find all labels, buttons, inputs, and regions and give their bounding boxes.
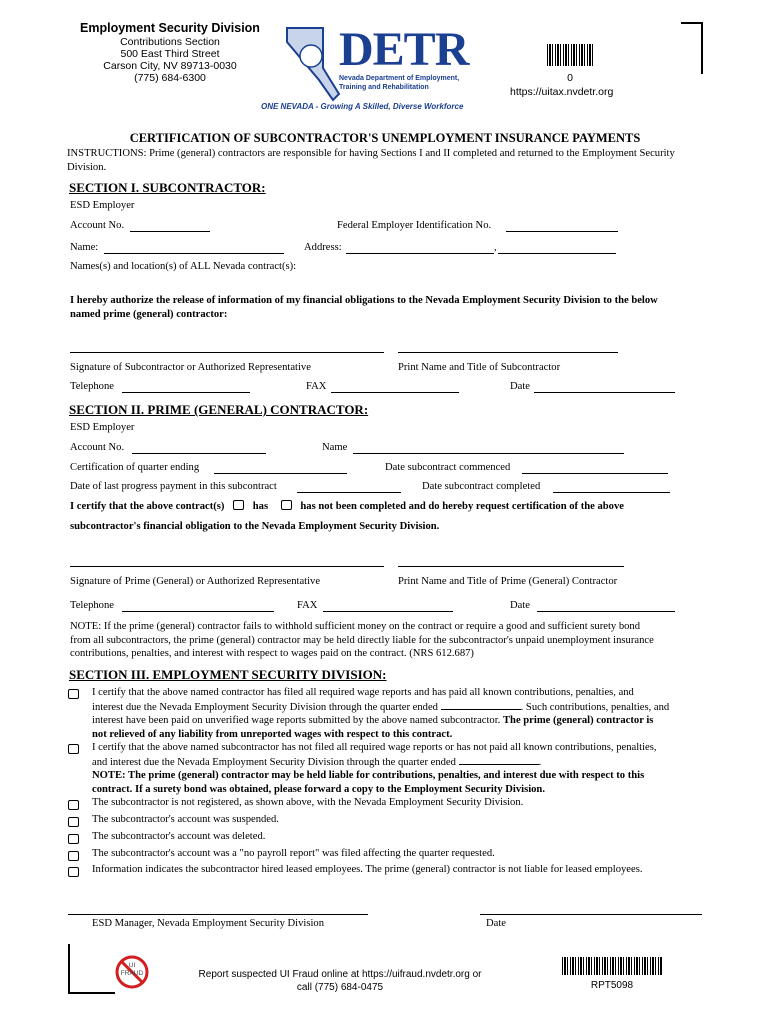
certify-text: I certify that the above contract(s) bbox=[70, 501, 225, 512]
note-line: contributions, penalties, and interest with respect to wages paid on the contract. (NRS 612.687) bbox=[70, 648, 474, 659]
note-line: NOTE: If the prime (general) contractor fails to withhold sufficient money on the contract or require a good and sufficient surety bond bbox=[70, 621, 641, 632]
detr-logo bbox=[261, 23, 473, 116]
prime-name-field[interactable] bbox=[353, 453, 624, 454]
logo-subtitle-line: Nevada Department of Employment, bbox=[339, 75, 460, 82]
address-line: Carson City, NV 89713-0030 bbox=[103, 60, 237, 72]
esd-employer-label: ESD Employer bbox=[70, 200, 135, 211]
sub-telephone-label: Telephone bbox=[70, 381, 114, 392]
option-text: . bbox=[538, 756, 542, 768]
authorization-line: I hereby authorize the release of information of my financial obligations to the Nevada Employment Security Division to the below bbox=[70, 295, 658, 306]
address-field[interactable] bbox=[346, 253, 494, 254]
note-line: from all subcontractors, the prime (general) contractor may be held directly liable for the subcontractor's unpaid unemployment insurance bbox=[70, 634, 654, 646]
option-5-checkbox[interactable] bbox=[68, 834, 79, 844]
prime-telephone-label: Telephone bbox=[70, 600, 114, 611]
commenced-field[interactable] bbox=[522, 473, 668, 474]
option-6-checkbox[interactable] bbox=[68, 851, 79, 861]
logo-text: DETR bbox=[339, 23, 469, 76]
no-fraud-icon bbox=[114, 954, 150, 990]
prime-fax-field[interactable] bbox=[323, 611, 453, 612]
option-1-checkbox[interactable] bbox=[68, 689, 79, 699]
option-text: interest have been paid on unverified wage reports submitted by the above named subcontractor. bbox=[92, 715, 501, 726]
manager-date-field[interactable] bbox=[480, 914, 702, 915]
sub-signature-field[interactable] bbox=[70, 352, 384, 353]
prime-note bbox=[70, 620, 710, 661]
sub-telephone-field[interactable] bbox=[122, 392, 250, 393]
option-line: I certify that the above named contractor has filed all required wage reports and has paid all known contributions, penalties, and bbox=[92, 687, 634, 698]
name-label: Name: bbox=[70, 242, 99, 253]
address-line: Contributions Section bbox=[120, 36, 220, 48]
option-text: . Such contributions, penalties, and bbox=[520, 701, 670, 713]
fraud-line: call (775) 684-0475 bbox=[296, 982, 384, 993]
quarter-ended-field[interactable] bbox=[441, 700, 521, 710]
last-payment-label: Date of last progress payment in this subcontract bbox=[70, 481, 277, 492]
option-1-text bbox=[92, 686, 704, 741]
option-line bbox=[92, 700, 704, 715]
has-checkbox[interactable] bbox=[233, 500, 244, 510]
sub-fax-field[interactable] bbox=[331, 392, 459, 393]
prime-print-name-label: Print Name and Title of Prime (General) Contractor bbox=[398, 576, 618, 587]
option-4-text: The subcontractor's account was suspended. bbox=[92, 814, 279, 825]
locations-label: Names(s) and location(s) of ALL Nevada contract(s): bbox=[70, 261, 297, 272]
section-1-heading: SECTION I. SUBCONTRACTOR: bbox=[69, 180, 266, 195]
option-line: contract. If a surety bond was obtained, please forward a copy to the Employment Security Division. bbox=[92, 783, 545, 795]
name-field[interactable] bbox=[104, 253, 284, 254]
option-text: interest due the Nevada Employment Security Division through the quarter ended bbox=[92, 701, 438, 713]
fraud-line: Report suspected UI Fraud online at https://uifraud.nvdetr.org or bbox=[198, 969, 482, 980]
nevada-map-icon bbox=[283, 24, 343, 102]
footer-barcode bbox=[562, 957, 662, 975]
authorization-line: named prime (general) contractor: bbox=[70, 308, 228, 320]
certify-line bbox=[70, 500, 624, 512]
certify-text: has not been completed and do hereby request certification of the above bbox=[300, 501, 624, 512]
option-2-checkbox[interactable] bbox=[68, 744, 79, 754]
completed-label: Date subcontract completed bbox=[422, 481, 541, 492]
logo-subtitle bbox=[339, 74, 459, 92]
form-title: CERTIFICATION OF SUBCONTRACTOR'S UNEMPLOYMENT INSURANCE PAYMENTS bbox=[129, 131, 641, 145]
corner-mark-top-right bbox=[681, 22, 703, 74]
quarter-ended-field-2[interactable] bbox=[459, 755, 539, 765]
quarter-ending-label: Certification of quarter ending bbox=[70, 462, 200, 473]
logo-tagline: ONE NEVADA - Growing A Skilled, Diverse Workforce bbox=[261, 102, 464, 111]
instructions bbox=[67, 147, 717, 174]
section-3-heading: SECTION III. EMPLOYMENT SECURITY DIVISION: bbox=[69, 667, 387, 682]
prime-signature-label: Signature of Prime (General) or Authorized Representative bbox=[70, 576, 321, 587]
option-5-text: The subcontractor's account was deleted. bbox=[92, 831, 266, 842]
barcode-number: 0 bbox=[567, 72, 573, 84]
prime-telephone-field[interactable] bbox=[122, 611, 274, 612]
prime-account-label: Account No. bbox=[70, 442, 125, 453]
option-7-text: Information indicates the subcontractor hired leased employees. The prime (general) contractor is not liable for leased employees. bbox=[92, 864, 643, 875]
corner-mark-bottom-left bbox=[68, 944, 115, 994]
sub-print-name-field[interactable] bbox=[398, 352, 618, 353]
prime-date-label: Date bbox=[510, 600, 530, 611]
stamp-line: FRAUD bbox=[120, 970, 144, 977]
option-line bbox=[92, 755, 704, 770]
address-line: 500 East Third Street bbox=[120, 48, 220, 60]
option-line: not relieved of any liability from unreported wages with respect to this contract. bbox=[92, 728, 453, 740]
option-line: NOTE: The prime (general) contractor may be held liable for contributions, penalties, and interest due with respect to this bbox=[92, 770, 645, 781]
sub-signature-label: Signature of Subcontractor or Authorized Representative bbox=[70, 362, 311, 373]
option-3-checkbox[interactable] bbox=[68, 800, 79, 810]
option-2-text bbox=[92, 741, 704, 796]
sub-date-label: Date bbox=[510, 381, 530, 392]
option-7-checkbox[interactable] bbox=[68, 867, 79, 877]
instructions-line: Division. bbox=[67, 161, 107, 173]
has-label: has bbox=[252, 501, 269, 512]
account-label: Account No. bbox=[70, 220, 125, 231]
stamp-line: UI bbox=[128, 962, 136, 969]
option-4-checkbox[interactable] bbox=[68, 817, 79, 827]
quarter-ending-field[interactable] bbox=[214, 473, 347, 474]
option-line: I certify that the above named subcontractor has not filed all required wage reports or has not paid all known contributions, penalties, bbox=[92, 742, 657, 753]
org-name: Employment Security Division bbox=[80, 21, 260, 35]
phone: (775) 684-6300 bbox=[134, 72, 206, 84]
sub-print-name-label: Print Name and Title of Subcontractor bbox=[398, 362, 561, 373]
stamp-text bbox=[114, 962, 150, 978]
option-6-text: The subcontractor's account was a "no payroll report" was filed affecting the quarter requested. bbox=[92, 848, 495, 859]
barcode bbox=[547, 44, 593, 66]
manager-label: ESD Manager, Nevada Employment Security Division bbox=[92, 918, 325, 929]
completed-field[interactable] bbox=[553, 492, 670, 493]
esd-employer-label: ESD Employer bbox=[70, 422, 135, 433]
option-text: and interest due the Nevada Employment Security Division through the quarter ended bbox=[92, 756, 456, 768]
address-label: Address: bbox=[304, 242, 342, 253]
section-2-heading: SECTION II. PRIME (GENERAL) CONTRACTOR: bbox=[69, 402, 369, 417]
prime-date-field[interactable] bbox=[537, 611, 675, 612]
fraud-notice bbox=[190, 968, 490, 994]
option-line bbox=[92, 714, 704, 728]
option-3-text: The subcontractor is not registered, as shown above, with the Nevada Employment Security Division. bbox=[92, 797, 524, 808]
manager-date-label: Date bbox=[486, 918, 506, 929]
address-comma: , bbox=[494, 242, 497, 253]
has-not-checkbox[interactable] bbox=[281, 500, 292, 510]
option-text-bold: The prime (general) contractor is bbox=[502, 715, 654, 726]
commenced-label: Date subcontract commenced bbox=[385, 462, 511, 473]
sub-fax-label: FAX bbox=[306, 381, 327, 392]
form-number: RPT5098 bbox=[590, 980, 634, 991]
authorization-text bbox=[70, 294, 720, 321]
sub-date-field[interactable] bbox=[534, 392, 675, 393]
barcode-url: https://uitax.nvdetr.org bbox=[510, 86, 614, 98]
header-block bbox=[70, 22, 270, 84]
logo-subtitle-line: Training and Rehabilitation bbox=[339, 84, 429, 91]
fein-field[interactable] bbox=[506, 231, 618, 232]
address-field-2[interactable] bbox=[498, 253, 616, 254]
prime-account-field[interactable] bbox=[132, 453, 266, 454]
manager-signature-field[interactable] bbox=[68, 914, 368, 915]
prime-signature-field[interactable] bbox=[70, 566, 384, 567]
instructions-line: INSTRUCTIONS: Prime (general) contractors are responsible for having Sections I and II completed and returned to the Employment Security bbox=[67, 148, 675, 159]
prime-print-name-field[interactable] bbox=[398, 566, 624, 567]
prime-name-label: Name bbox=[322, 442, 348, 453]
certify-line-2: subcontractor's financial obligation to the Nevada Employment Security Division. bbox=[70, 521, 440, 532]
prime-fax-label: FAX bbox=[297, 600, 318, 611]
last-payment-field[interactable] bbox=[297, 492, 401, 493]
account-field[interactable] bbox=[130, 231, 210, 232]
fein-label: Federal Employer Identification No. bbox=[337, 220, 492, 231]
